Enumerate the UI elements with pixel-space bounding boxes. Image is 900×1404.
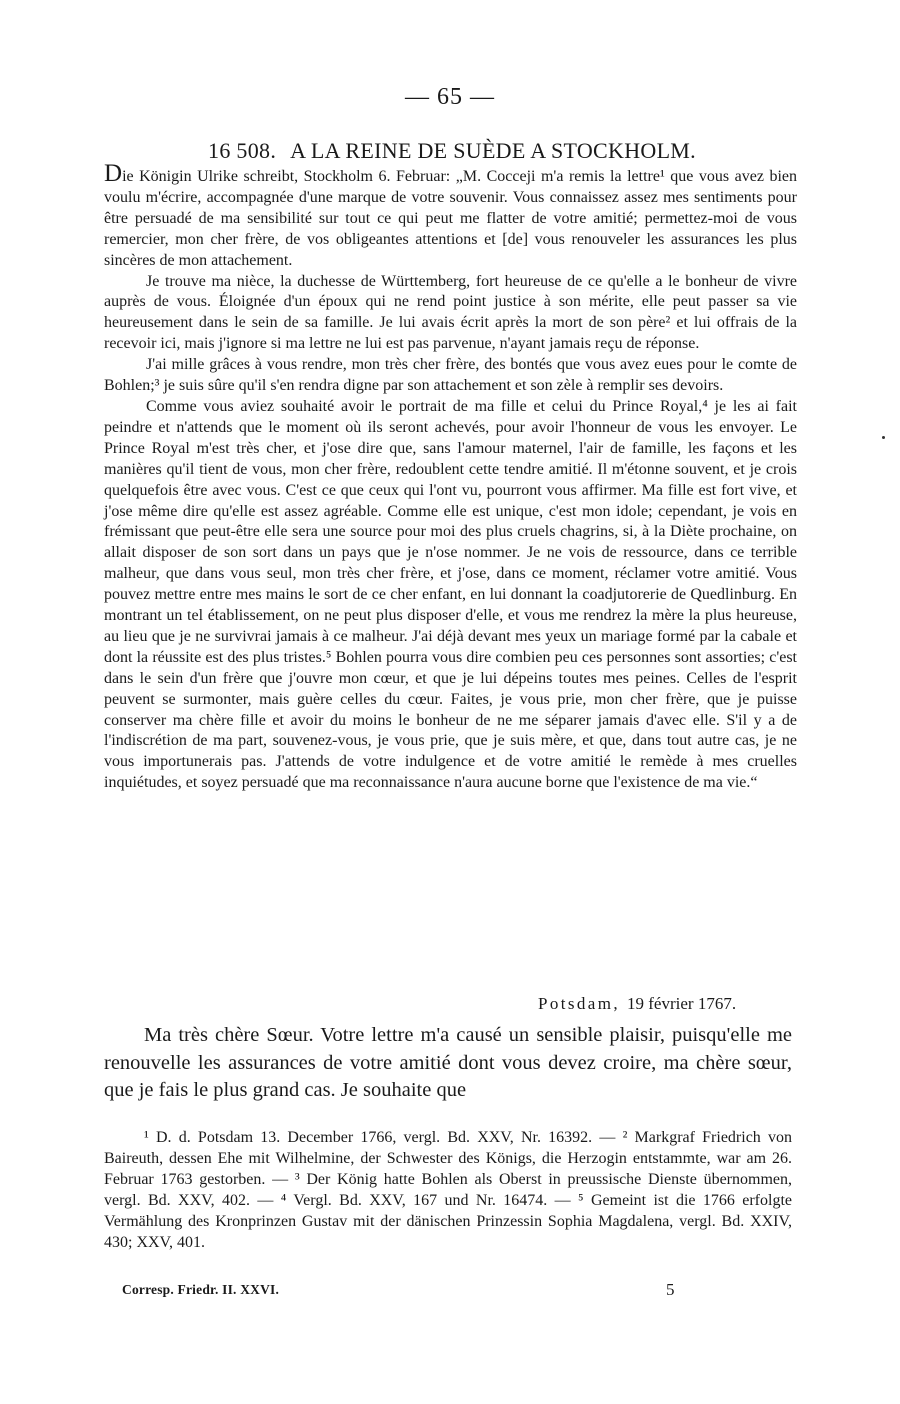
reply-text: Ma très chère Sœur. Votre lettre m'a causé un sensible plaisir, puisqu'elle me renouvelle les assurances de votre amitié dont vous devez croire, ma chère sœur, que je fais le plus grand cas. Je souhaite que: [104, 1024, 792, 1101]
letter-number: 16 508.: [208, 138, 277, 163]
dateline-place: Potsdam,: [538, 994, 621, 1013]
quoted-paragraph-1-text: ie Königin Ulrike schreibt, Stockholm 6. Februar: „M. Cocceji m'a remis la lettre¹ que vous avez bien voulu m'écrire, accompagnée d'une marque de votre souvenir. Vous connaissez assez mes sentiments pour être persuadé de ma sensibilité sur tout ce qui peut me flatter de votre amitié; permettez-moi de vous remercier, mon cher frère, de vos obligeantes attentions et [de] vous renouveler les assurances les plus sincères de mon attachement.: [104, 168, 797, 269]
sheet-number: 5: [666, 1280, 675, 1299]
printer-signature: Corresp. Friedr. II. XXVI.: [122, 1282, 280, 1297]
quoted-paragraph-2: Je trouve ma nièce, la duchesse de Württemberg, fort heureuse de ce qu'elle a le bonheur de vivre auprès de vous. Éloignée d'un époux qui ne rend point justice à son mérite, elle peut passer sa vie heureusement dans le sein de sa famille. Je lui avais écrit après la mort de son père² et lui offrais de la recevoir ici, mais j'ignore si ma lettre ne lui est pas parvenue, n'ayant jamais reçu de réponse.: [104, 272, 797, 353]
page-number: — 65 —: [405, 84, 495, 110]
margin-speck: [882, 436, 885, 439]
letter-title: A LA REINE DE SUÈDE A STOCKHOLM.: [290, 138, 696, 163]
quoted-paragraph-1: [104, 160, 797, 272]
drop-capital: D: [104, 160, 123, 187]
footnotes: ¹ D. d. Potsdam 13. December 1766, vergl. Bd. XXV, Nr. 16392. — ² Markgraf Friedrich von Baireuth, dessen Ehe mit Wilhelmine, der Schwester des Königs, die Herzogin entstammte, war am 26. Februar 1763 gestorben. — ³ Der König hatte Bohlen als Oberst in preussische Dienste übernommen, vergl. Bd. XXV, 402. — ⁴ Vergl. Bd. XXV, 167 und Nr. 16474. — ⁵ Gemeint ist die 1766 erfolgte Vermählung des Kronprinzen Gustav mit der dänischen Prinzessin Sophia Magdalena, vergl. Bd. XXIV, 430; XXV, 401.: [104, 1129, 792, 1251]
quoted-paragraph-3: J'ai mille grâces à vous rendre, mon très cher frère, des bontés que vous avez eues pour le comte de Bohlen;³ je suis sûre qu'il s'en rendra digne par son attachement et son zèle à remplir ses devoirs.: [104, 356, 797, 395]
quoted-paragraph-4: Comme vous aviez souhaité avoir le portrait de ma fille et celui du Prince Royal,⁴ je les ai fait peindre et n'attends que le moment où ils seront achevés, pour avoir l'honneur de vous les envoyer. Le Prince Royal m'est très cher, et j'ose dire que, sans l'amour maternel, l'air de famille, les façons et les manières qu'il tient de vous, mon cher frère, redoublent cette tendre amitié. Il m'étonne souvent, et je crois quelquefois être avec vous. C'est ce que ceux qui l'ont vu, pourront vous affirmer. Ma fille est fort vive, et j'ose même dire qu'elle est assez agréable. Comme elle est unique, c'est mon idole; cependant, je vois en frémissant que peut-être elle sera une source pour moi des plus cruels chagrins, si, à la Diète prochaine, on allait disposer de son sort dans un pays que je n'ose nommer. Je ne vois de ressource, dans ce terrible malheur, que dans vous seul, mon très cher frère, et j'ose, dans ce moment, réclamer votre amitié. Vous pouvez mettre entre mes mains le sort de ce cher enfant, en lui donnant la coadjutorerie de Quedlinburg. En montrant un tel établissement, on ne peut plus disposer d'elle, et vous me rendrez la mère la plus heureuse, au lieu que je ne survivrai jamais à ce malheur. J'ai déjà devant mes yeux un mariage formé par la cabale et dont la réussite est des plus tristes.⁵ Bohlen pourra vous dire combien peu ces personnes sont assorties; c'est dans le sein d'un frère que j'ouvre mon cœur, et que je lui dépeins toutes mes peines. Celles de l'esprit peuvent se surmonter, mais guère celles du cœur. Faites, je vous prie, mon cher frère, que je puisse conserver ma chère fille et avoir du moins le bonheur de ne me séparer jamais d'avec elle. S'il y a de l'indiscrétion de ma part, souvenez-vous, je vous prie, que je suis mère, et que, dans tout autre cas, je ne vous importunerais pas. J'attends de votre indulgence et de votre amitié le remède à mes cruelles inquiétudes, et soyez persuadé que ma reconnaissance n'aura aucune borne que l'existence de ma vie.“: [104, 397, 797, 792]
dateline: [538, 994, 736, 1014]
letter-heading: [104, 138, 800, 164]
dateline-date: 19 février 1767.: [627, 994, 737, 1013]
quoted-letter: [104, 160, 797, 794]
